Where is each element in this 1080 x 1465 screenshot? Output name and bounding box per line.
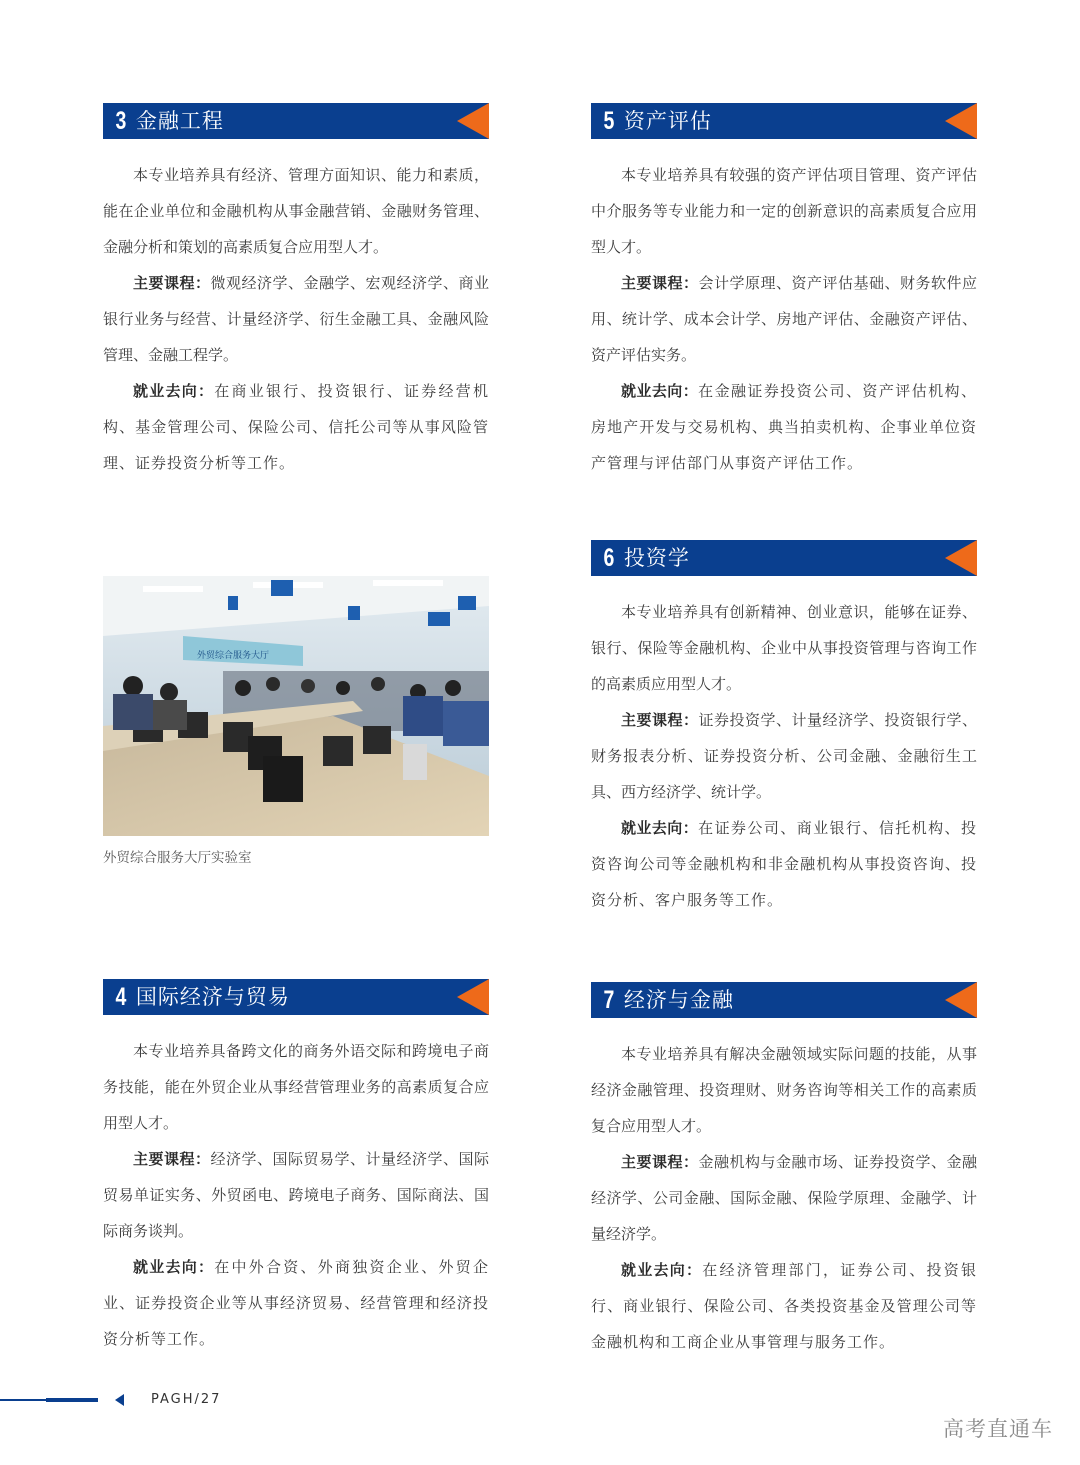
section-asset-appraisal: [591, 103, 977, 481]
section-jobs: [591, 810, 977, 918]
section-title: 金融工程: [135, 109, 224, 133]
jobs-text: 在经济管理部门，证券公司、投资银行、商业银行、保险公司、各类投资基金及管理公司等金融机构和工商企业从事管理与服务工作。: [591, 1261, 977, 1351]
section-title: 国际经济与贸易: [135, 985, 290, 1009]
section-body: [103, 157, 489, 481]
courses-label: 主要课程：: [621, 274, 699, 292]
section-intro: 本专业培养具备跨文化的商务外语交际和跨境电子商务技能，能在外贸企业从事经营管理业务的高素质复合应用型人才。: [103, 1042, 489, 1132]
section-courses: [103, 265, 489, 373]
section-intro: 本专业培养具有解决金融领域实际问题的技能，从事经济金融管理、投资理财、财务咨询等相关工作的高素质复合应用型人才。: [591, 1045, 977, 1135]
courses-label: 主要课程：: [133, 1150, 211, 1168]
orange-triangle-icon: [945, 982, 977, 1018]
orange-triangle-icon: [457, 103, 489, 139]
section-intro: 本专业培养具有创新精神、创业意识，能够在证券、银行、保险等金融机构、企业中从事投资管理与咨询工作的高素质应用型人才。: [591, 603, 977, 693]
courses-text: 微观经济学、金融学、宏观经济学、商业银行业务与经营、计量经济学、衍生金融工具、金融风险管理、金融工程学。: [103, 274, 489, 364]
section-economics-finance: [591, 982, 977, 1360]
section-header: [591, 103, 977, 139]
courses-text: 经济学、国际贸易学、计量经济学、国际贸易单证实务、外贸函电、跨境电子商务、国际商法、国际商务谈判。: [103, 1150, 489, 1240]
jobs-text: 在证券公司、商业银行、信托机构、投资咨询公司等金融机构和非金融机构从事投资咨询、投资分析、客户服务等工作。: [591, 819, 977, 909]
section-finance-engineering: [103, 103, 489, 481]
section-body: [103, 1033, 489, 1357]
jobs-label: 就业去向：: [621, 382, 699, 400]
section-number: 6: [603, 544, 615, 572]
courses-text: 会计学原理、资产评估基础、财务软件应用、统计学、成本会计学、房地产评估、金融资产评估、资产评估实务。: [591, 274, 977, 364]
courses-label: 主要课程：: [621, 711, 699, 729]
section-intro: 本专业培养具有较强的资产评估项目管理、资产评估中介服务等专业能力和一定的创新意识的高素质复合应用型人才。: [591, 166, 977, 256]
footer-line-thick: [46, 1398, 98, 1402]
courses-label: 主要课程：: [133, 274, 211, 292]
jobs-label: 就业去向：: [621, 819, 699, 837]
section-courses: [591, 1144, 977, 1252]
section-header: [591, 540, 977, 576]
section-number: 5: [603, 107, 615, 135]
courses-text: 金融机构与金融市场、证券投资学、金融经济学、公司金融、国际金融、保险学原理、金融学、计量经济学。: [591, 1153, 977, 1243]
courses-text: 证券投资学、计量经济学、投资银行学、财务报表分析、证券投资分析、公司金融、金融衍生工具、西方经济学、统计学。: [591, 711, 977, 801]
section-title: 资产评估: [623, 109, 712, 133]
jobs-label: 就业去向：: [133, 1258, 215, 1276]
photo-caption: 外贸综合服务大厅实验室: [103, 850, 252, 866]
section-courses: [591, 702, 977, 810]
section-jobs: [103, 373, 489, 481]
orange-triangle-icon: [945, 540, 977, 576]
section-title: 投资学: [623, 546, 690, 570]
section-jobs: [591, 373, 977, 481]
section-body: [591, 1036, 977, 1360]
orange-triangle-icon: [457, 979, 489, 1015]
orange-triangle-icon: [945, 103, 977, 139]
jobs-label: 就业去向：: [133, 382, 215, 400]
section-header: [103, 979, 489, 1015]
section-header: [591, 982, 977, 1018]
jobs-text: 在商业银行、投资银行、证券经营机构、基金管理公司、保险公司、信托公司等从事风险管理、证券投资分析等工作。: [103, 382, 489, 472]
section-header: [103, 103, 489, 139]
footer-line: [0, 1399, 46, 1401]
section-title: 经济与金融: [623, 988, 734, 1012]
courses-label: 主要课程：: [621, 1153, 699, 1171]
section-investment: [591, 540, 977, 918]
section-intl-trade: [103, 979, 489, 1357]
jobs-label: 就业去向：: [621, 1261, 703, 1279]
section-number: 3: [115, 107, 127, 135]
section-body: [591, 594, 977, 918]
section-courses: [591, 265, 977, 373]
lab-banner-text: 外贸综合服务大厅: [197, 651, 270, 661]
section-intro: 本专业培养具有经济、管理方面知识、能力和素质，能在企业单位和金融机构从事金融营销、金融财务管理、金融分析和策划的高素质复合应用型人才。: [103, 166, 489, 256]
section-body: [591, 157, 977, 481]
section-courses: [103, 1141, 489, 1249]
section-jobs: [103, 1249, 489, 1357]
jobs-text: 在中外合资、外商独资企业、外贸企业、证券投资企业等从事经济贸易、经营管理和经济投资分析等工作。: [103, 1258, 489, 1348]
lab-photo: [103, 576, 489, 836]
section-jobs: [591, 1252, 977, 1360]
page-number: PAGH/27: [151, 1392, 222, 1407]
section-number: 4: [115, 983, 127, 1011]
triangle-left-icon: [115, 1394, 124, 1406]
section-number: 7: [603, 986, 615, 1014]
jobs-text: 在金融证券投资公司、资产评估机构、房地产开发与交易机构、典当拍卖机构、企事业单位资产管理与评估部门从事资产评估工作。: [591, 382, 977, 472]
watermark: 高考直通车: [943, 1417, 1053, 1441]
